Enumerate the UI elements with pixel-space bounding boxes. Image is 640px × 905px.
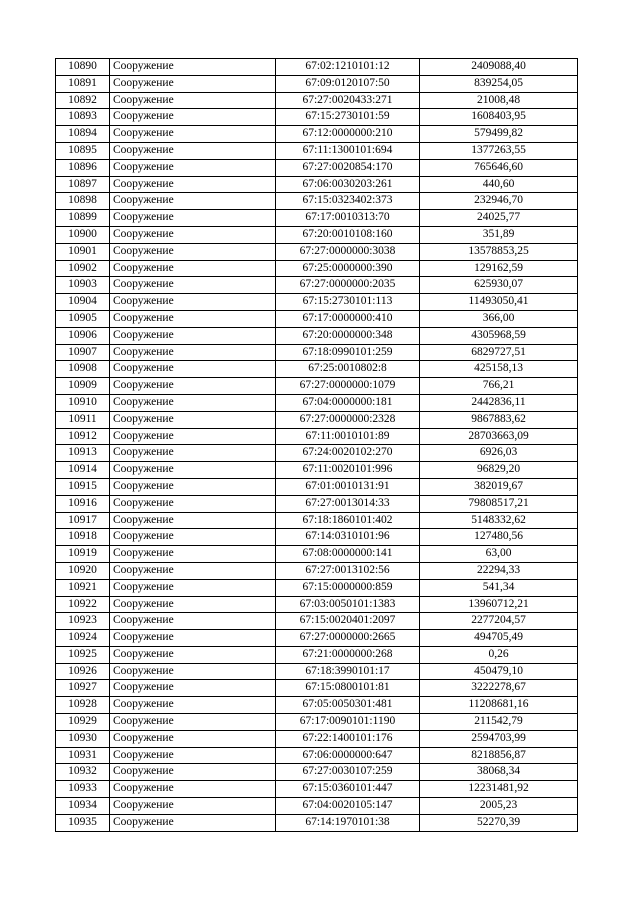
object-type: Сооружение bbox=[110, 445, 276, 462]
cadastral-number: 67:22:1400101:176 bbox=[276, 730, 420, 747]
row-number: 10914 bbox=[56, 462, 110, 479]
cadastral-value: 22294,33 bbox=[420, 562, 578, 579]
cadastral-value: 541,34 bbox=[420, 579, 578, 596]
object-type: Сооружение bbox=[110, 193, 276, 210]
cadastral-value: 13578853,25 bbox=[420, 243, 578, 260]
table-row bbox=[56, 747, 578, 764]
object-type: Сооружение bbox=[110, 646, 276, 663]
table-row bbox=[56, 75, 578, 92]
object-type: Сооружение bbox=[110, 361, 276, 378]
table-row bbox=[56, 798, 578, 815]
row-number: 10901 bbox=[56, 243, 110, 260]
row-number: 10894 bbox=[56, 126, 110, 143]
cadastral-number: 67:27:0020854:170 bbox=[276, 159, 420, 176]
table-row bbox=[56, 512, 578, 529]
cadastral-value: 8218856,87 bbox=[420, 747, 578, 764]
table-row bbox=[56, 462, 578, 479]
cadastral-number: 67:03:0050101:1383 bbox=[276, 596, 420, 613]
table-row bbox=[56, 59, 578, 76]
table-row bbox=[56, 529, 578, 546]
row-number: 10923 bbox=[56, 613, 110, 630]
row-number: 10905 bbox=[56, 310, 110, 327]
object-type: Сооружение bbox=[110, 109, 276, 126]
table-row bbox=[56, 613, 578, 630]
cadastral-value: 765646,60 bbox=[420, 159, 578, 176]
object-type: Сооружение bbox=[110, 730, 276, 747]
table-row bbox=[56, 109, 578, 126]
table-row bbox=[56, 546, 578, 563]
table-row bbox=[56, 159, 578, 176]
object-type: Сооружение bbox=[110, 697, 276, 714]
cadastral-value: 3222278,67 bbox=[420, 680, 578, 697]
cadastral-number: 67:11:0010101:89 bbox=[276, 428, 420, 445]
row-number: 10915 bbox=[56, 478, 110, 495]
cadastral-value: 766,21 bbox=[420, 378, 578, 395]
table-row bbox=[56, 646, 578, 663]
table-row bbox=[56, 781, 578, 798]
cadastral-number: 67:06:0030203:261 bbox=[276, 176, 420, 193]
row-number: 10911 bbox=[56, 411, 110, 428]
object-type: Сооружение bbox=[110, 394, 276, 411]
row-number: 10933 bbox=[56, 781, 110, 798]
table-row bbox=[56, 361, 578, 378]
table-row bbox=[56, 630, 578, 647]
cadastral-value: 79808517,21 bbox=[420, 495, 578, 512]
cadastral-number: 67:27:0000000:2328 bbox=[276, 411, 420, 428]
object-type: Сооружение bbox=[110, 210, 276, 227]
row-number: 10917 bbox=[56, 512, 110, 529]
table-row bbox=[56, 411, 578, 428]
cadastral-value: 96829,20 bbox=[420, 462, 578, 479]
row-number: 10935 bbox=[56, 814, 110, 831]
cadastral-value: 351,89 bbox=[420, 226, 578, 243]
cadastral-value: 450479,10 bbox=[420, 663, 578, 680]
object-type: Сооружение bbox=[110, 747, 276, 764]
cadastral-number: 67:15:0000000:859 bbox=[276, 579, 420, 596]
table-row bbox=[56, 478, 578, 495]
object-type: Сооружение bbox=[110, 428, 276, 445]
object-type: Сооружение bbox=[110, 59, 276, 76]
table-row bbox=[56, 445, 578, 462]
row-number: 10928 bbox=[56, 697, 110, 714]
object-type: Сооружение bbox=[110, 798, 276, 815]
cadastral-value: 211542,79 bbox=[420, 714, 578, 731]
object-type: Сооружение bbox=[110, 546, 276, 563]
cadastral-number: 67:24:0020102:270 bbox=[276, 445, 420, 462]
row-number: 10897 bbox=[56, 176, 110, 193]
object-type: Сооружение bbox=[110, 680, 276, 697]
cadastral-number: 67:15:0323402:373 bbox=[276, 193, 420, 210]
table-row bbox=[56, 596, 578, 613]
row-number: 10912 bbox=[56, 428, 110, 445]
cadastral-value: 5148332,62 bbox=[420, 512, 578, 529]
row-number: 10891 bbox=[56, 75, 110, 92]
cadastral-number: 67:02:1210101:12 bbox=[276, 59, 420, 76]
cadastral-number: 67:15:0800101:81 bbox=[276, 680, 420, 697]
object-type: Сооружение bbox=[110, 562, 276, 579]
cadastral-number: 67:27:0000000:2035 bbox=[276, 277, 420, 294]
cadastral-value: 63,00 bbox=[420, 546, 578, 563]
cadastral-value: 127480,56 bbox=[420, 529, 578, 546]
cadastral-number: 67:18:1860101:402 bbox=[276, 512, 420, 529]
table-row bbox=[56, 210, 578, 227]
table-row bbox=[56, 697, 578, 714]
table-row bbox=[56, 243, 578, 260]
table-row bbox=[56, 327, 578, 344]
object-type: Сооружение bbox=[110, 462, 276, 479]
cadastral-number: 67:25:0000000:390 bbox=[276, 260, 420, 277]
cadastral-value: 28703663,09 bbox=[420, 428, 578, 445]
row-number: 10932 bbox=[56, 764, 110, 781]
object-type: Сооружение bbox=[110, 714, 276, 731]
row-number: 10934 bbox=[56, 798, 110, 815]
cadastral-number: 67:06:0000000:647 bbox=[276, 747, 420, 764]
cadastral-value: 366,00 bbox=[420, 310, 578, 327]
cadastral-number: 67:09:0120107:50 bbox=[276, 75, 420, 92]
row-number: 10922 bbox=[56, 596, 110, 613]
table-row bbox=[56, 562, 578, 579]
row-number: 10896 bbox=[56, 159, 110, 176]
cadastral-value: 440,60 bbox=[420, 176, 578, 193]
table-row bbox=[56, 579, 578, 596]
cadastral-value: 38068,34 bbox=[420, 764, 578, 781]
row-number: 10924 bbox=[56, 630, 110, 647]
cadastral-value: 1377263,55 bbox=[420, 142, 578, 159]
object-type: Сооружение bbox=[110, 92, 276, 109]
registry-table bbox=[55, 58, 578, 832]
object-type: Сооружение bbox=[110, 613, 276, 630]
table-row bbox=[56, 277, 578, 294]
object-type: Сооружение bbox=[110, 176, 276, 193]
row-number: 10926 bbox=[56, 663, 110, 680]
cadastral-value: 2594703,99 bbox=[420, 730, 578, 747]
row-number: 10895 bbox=[56, 142, 110, 159]
row-number: 10910 bbox=[56, 394, 110, 411]
row-number: 10907 bbox=[56, 344, 110, 361]
row-number: 10919 bbox=[56, 546, 110, 563]
cadastral-value: 4305968,59 bbox=[420, 327, 578, 344]
cadastral-number: 67:18:3990101:17 bbox=[276, 663, 420, 680]
row-number: 10899 bbox=[56, 210, 110, 227]
cadastral-number: 67:27:0000000:2665 bbox=[276, 630, 420, 647]
cadastral-value: 21008,48 bbox=[420, 92, 578, 109]
object-type: Сооружение bbox=[110, 226, 276, 243]
table-row bbox=[56, 226, 578, 243]
cadastral-value: 13960712,21 bbox=[420, 596, 578, 613]
object-type: Сооружение bbox=[110, 478, 276, 495]
cadastral-value: 625930,07 bbox=[420, 277, 578, 294]
row-number: 10898 bbox=[56, 193, 110, 210]
cadastral-number: 67:20:0000000:348 bbox=[276, 327, 420, 344]
table-row bbox=[56, 714, 578, 731]
cadastral-number: 67:15:2730101:113 bbox=[276, 294, 420, 311]
cadastral-value: 425158,13 bbox=[420, 361, 578, 378]
table-row bbox=[56, 344, 578, 361]
row-number: 10925 bbox=[56, 646, 110, 663]
cadastral-value: 2005,23 bbox=[420, 798, 578, 815]
row-number: 10900 bbox=[56, 226, 110, 243]
cadastral-number: 67:11:1300101:694 bbox=[276, 142, 420, 159]
cadastral-number: 67:18:0990101:259 bbox=[276, 344, 420, 361]
object-type: Сооружение bbox=[110, 630, 276, 647]
table-row bbox=[56, 310, 578, 327]
row-number: 10931 bbox=[56, 747, 110, 764]
row-number: 10906 bbox=[56, 327, 110, 344]
cadastral-number: 67:27:0030107:259 bbox=[276, 764, 420, 781]
cadastral-number: 67:27:0000000:3038 bbox=[276, 243, 420, 260]
object-type: Сооружение bbox=[110, 243, 276, 260]
cadastral-value: 2442836,11 bbox=[420, 394, 578, 411]
table-row bbox=[56, 142, 578, 159]
cadastral-number: 67:25:0010802:8 bbox=[276, 361, 420, 378]
cadastral-number: 67:17:0010313:70 bbox=[276, 210, 420, 227]
row-number: 10909 bbox=[56, 378, 110, 395]
cadastral-value: 24025,77 bbox=[420, 210, 578, 227]
object-type: Сооружение bbox=[110, 294, 276, 311]
row-number: 10920 bbox=[56, 562, 110, 579]
row-number: 10930 bbox=[56, 730, 110, 747]
cadastral-value: 6829727,51 bbox=[420, 344, 578, 361]
cadastral-value: 839254,05 bbox=[420, 75, 578, 92]
cadastral-number: 67:01:0010131:91 bbox=[276, 478, 420, 495]
object-type: Сооружение bbox=[110, 529, 276, 546]
row-number: 10921 bbox=[56, 579, 110, 596]
cadastral-value: 11493050,41 bbox=[420, 294, 578, 311]
table-row bbox=[56, 680, 578, 697]
object-type: Сооружение bbox=[110, 310, 276, 327]
cadastral-number: 67:27:0000000:1079 bbox=[276, 378, 420, 395]
table-row bbox=[56, 92, 578, 109]
table-row bbox=[56, 428, 578, 445]
table-row bbox=[56, 378, 578, 395]
object-type: Сооружение bbox=[110, 260, 276, 277]
table-row bbox=[56, 193, 578, 210]
cadastral-number: 67:11:0020101:996 bbox=[276, 462, 420, 479]
row-number: 10890 bbox=[56, 59, 110, 76]
object-type: Сооружение bbox=[110, 411, 276, 428]
row-number: 10927 bbox=[56, 680, 110, 697]
cadastral-value: 232946,70 bbox=[420, 193, 578, 210]
cadastral-value: 1608403,95 bbox=[420, 109, 578, 126]
object-type: Сооружение bbox=[110, 495, 276, 512]
table-row bbox=[56, 495, 578, 512]
cadastral-number: 67:12:0000000:210 bbox=[276, 126, 420, 143]
cadastral-number: 67:27:0013102:56 bbox=[276, 562, 420, 579]
cadastral-value: 382019,67 bbox=[420, 478, 578, 495]
table-row bbox=[56, 126, 578, 143]
object-type: Сооружение bbox=[110, 159, 276, 176]
cadastral-value: 0,26 bbox=[420, 646, 578, 663]
cadastral-number: 67:14:0310101:96 bbox=[276, 529, 420, 546]
cadastral-number: 67:14:1970101:38 bbox=[276, 814, 420, 831]
table-row bbox=[56, 394, 578, 411]
cadastral-value: 2277204,57 bbox=[420, 613, 578, 630]
object-type: Сооружение bbox=[110, 596, 276, 613]
cadastral-number: 67:21:0000000:268 bbox=[276, 646, 420, 663]
cadastral-value: 52270,39 bbox=[420, 814, 578, 831]
row-number: 10893 bbox=[56, 109, 110, 126]
object-type: Сооружение bbox=[110, 663, 276, 680]
row-number: 10903 bbox=[56, 277, 110, 294]
row-number: 10929 bbox=[56, 714, 110, 731]
cadastral-number: 67:05:0050301:481 bbox=[276, 697, 420, 714]
object-type: Сооружение bbox=[110, 764, 276, 781]
table-row bbox=[56, 814, 578, 831]
table-row bbox=[56, 260, 578, 277]
object-type: Сооружение bbox=[110, 378, 276, 395]
table-row bbox=[56, 663, 578, 680]
row-number: 10918 bbox=[56, 529, 110, 546]
row-number: 10913 bbox=[56, 445, 110, 462]
object-type: Сооружение bbox=[110, 277, 276, 294]
cadastral-value: 6926,03 bbox=[420, 445, 578, 462]
row-number: 10904 bbox=[56, 294, 110, 311]
table-row bbox=[56, 294, 578, 311]
object-type: Сооружение bbox=[110, 781, 276, 798]
cadastral-value: 579499,82 bbox=[420, 126, 578, 143]
object-type: Сооружение bbox=[110, 327, 276, 344]
cadastral-number: 67:15:2730101:59 bbox=[276, 109, 420, 126]
cadastral-number: 67:04:0020105:147 bbox=[276, 798, 420, 815]
cadastral-number: 67:04:0000000:181 bbox=[276, 394, 420, 411]
cadastral-number: 67:20:0010108:160 bbox=[276, 226, 420, 243]
cadastral-number: 67:17:0090101:1190 bbox=[276, 714, 420, 731]
cadastral-value: 12231481,92 bbox=[420, 781, 578, 798]
cadastral-number: 67:17:0000000:410 bbox=[276, 310, 420, 327]
cadastral-number: 67:27:0013014:33 bbox=[276, 495, 420, 512]
cadastral-value: 129162,59 bbox=[420, 260, 578, 277]
row-number: 10902 bbox=[56, 260, 110, 277]
object-type: Сооружение bbox=[110, 142, 276, 159]
cadastral-value: 11208681,16 bbox=[420, 697, 578, 714]
cadastral-number: 67:08:0000000:141 bbox=[276, 546, 420, 563]
cadastral-value: 494705,49 bbox=[420, 630, 578, 647]
cadastral-number: 67:27:0020433:271 bbox=[276, 92, 420, 109]
table-row bbox=[56, 764, 578, 781]
object-type: Сооружение bbox=[110, 126, 276, 143]
registry-table-body bbox=[56, 59, 578, 832]
table-row bbox=[56, 176, 578, 193]
cadastral-number: 67:15:0020401:2097 bbox=[276, 613, 420, 630]
cadastral-number: 67:15:0360101:447 bbox=[276, 781, 420, 798]
object-type: Сооружение bbox=[110, 579, 276, 596]
table-row bbox=[56, 730, 578, 747]
row-number: 10892 bbox=[56, 92, 110, 109]
cadastral-value: 9867883,62 bbox=[420, 411, 578, 428]
object-type: Сооружение bbox=[110, 344, 276, 361]
row-number: 10908 bbox=[56, 361, 110, 378]
object-type: Сооружение bbox=[110, 75, 276, 92]
object-type: Сооружение bbox=[110, 814, 276, 831]
cadastral-value: 2409088,40 bbox=[420, 59, 578, 76]
object-type: Сооружение bbox=[110, 512, 276, 529]
row-number: 10916 bbox=[56, 495, 110, 512]
